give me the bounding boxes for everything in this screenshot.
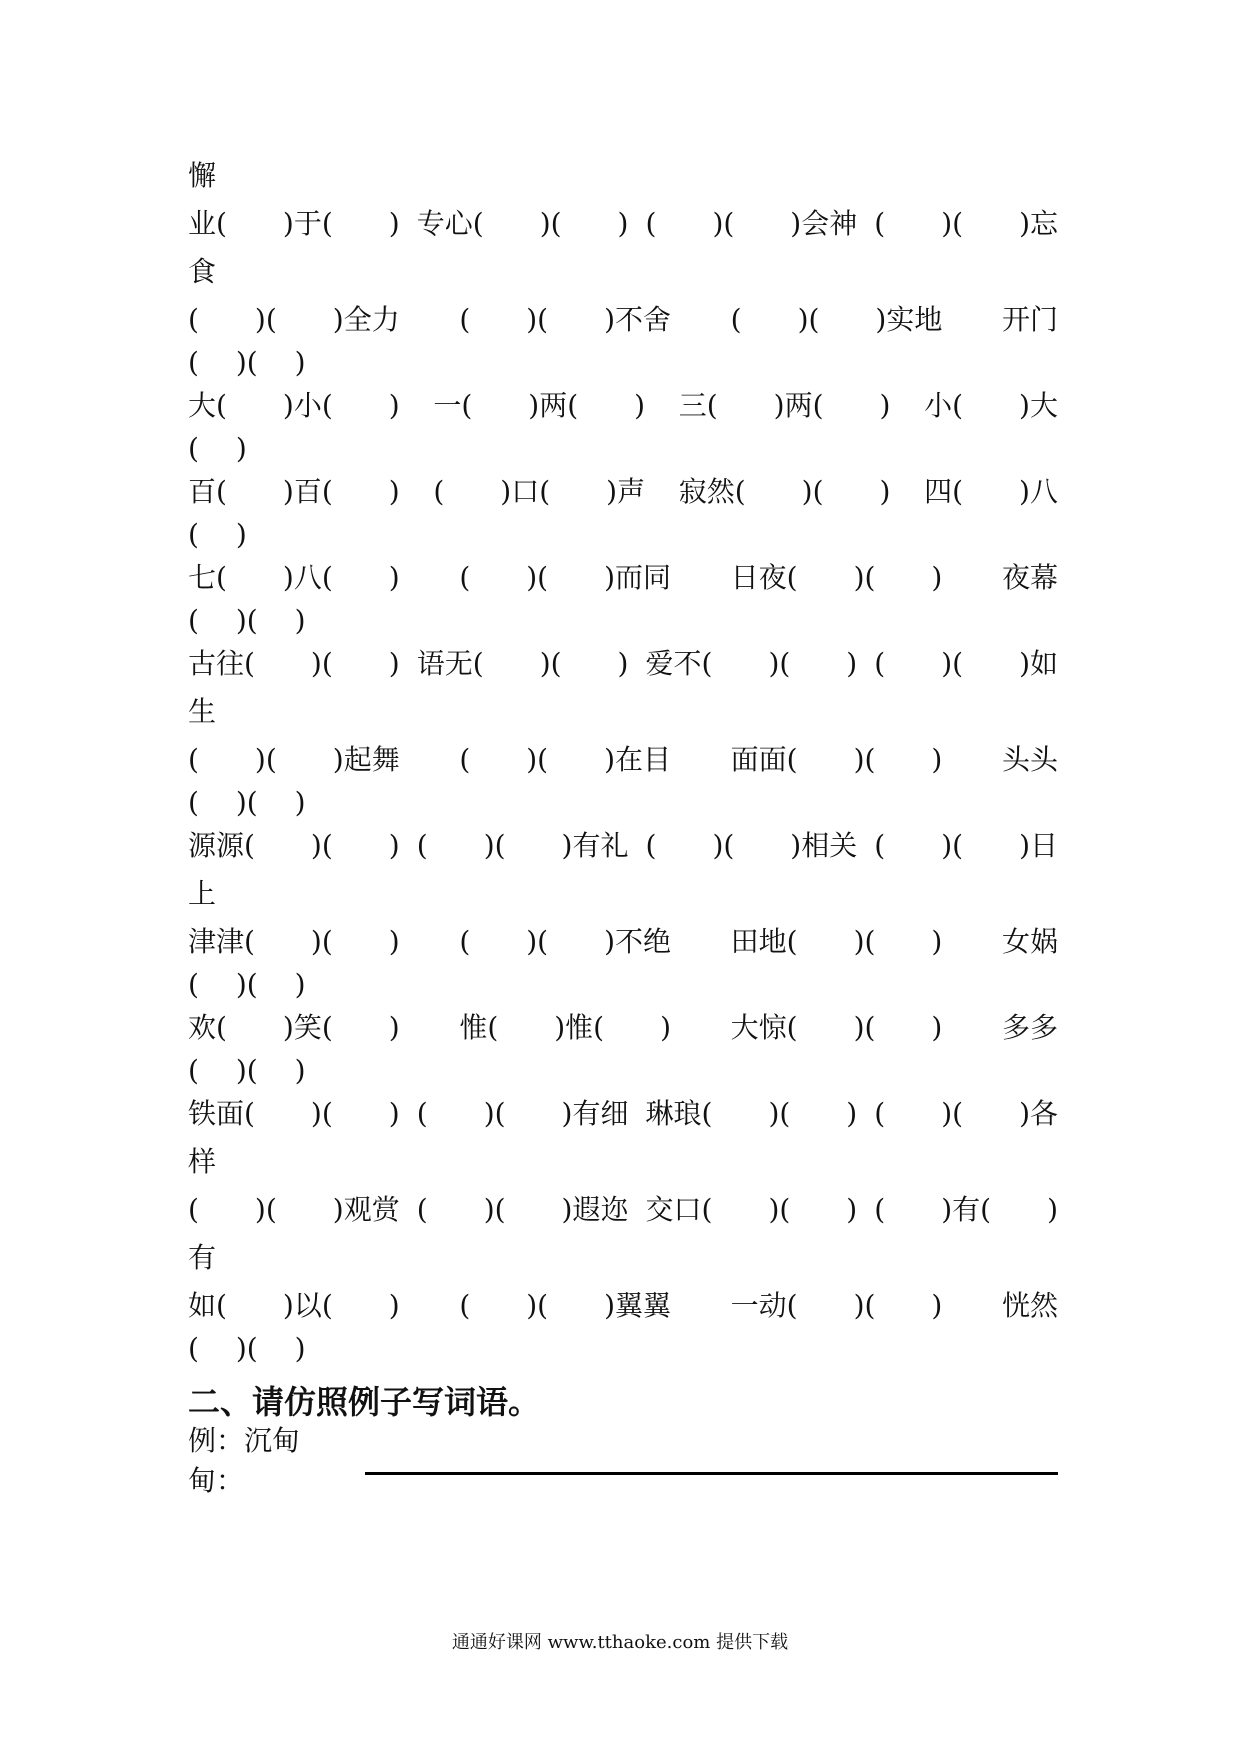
idiom-blank-item: 女娲	[1001, 925, 1058, 958]
idiom-blank-item: 交口( )( )	[645, 1193, 858, 1226]
wrap-text: ( )	[188, 432, 247, 465]
idiom-blank-item: 田地( )( )	[730, 925, 943, 958]
idiom-blank-item: ( )有( )	[874, 1193, 1058, 1226]
wrap-text: ( )( )	[188, 346, 306, 379]
idiom-row	[188, 916, 1058, 964]
idiom-blank-item: 日夜( )( )	[730, 561, 943, 594]
idiom-blank-item: 多多	[1001, 1011, 1058, 1044]
idiom-row	[188, 1088, 1058, 1136]
idiom-row-wrap	[188, 1050, 1058, 1088]
idiom-blank-item: 源源( )( )	[188, 829, 400, 862]
idiom-row-wrap	[188, 600, 1058, 638]
idiom-blank-item: 头头	[1001, 743, 1058, 776]
idiom-blank-item: ( )( )起舞	[188, 743, 400, 776]
idiom-blank-item: ( )( )不舍	[459, 303, 672, 336]
idiom-blank-item: ( )( )忘	[874, 207, 1058, 240]
idiom-blank-item: ( )( )如	[874, 647, 1058, 680]
idiom-blank-item: 业( )于( )	[188, 207, 400, 240]
idiom-blank-item: 大惊( )( )	[730, 1011, 943, 1044]
example-label: 例：沉甸甸：	[188, 1424, 301, 1497]
wrap-text: ( )( )	[188, 604, 306, 637]
idiom-blank-item: 一动( )( )	[730, 1289, 943, 1322]
idiom-row-wrap	[188, 1136, 1058, 1184]
idiom-row-wrap	[188, 514, 1058, 552]
idiom-row-wrap	[188, 964, 1058, 1002]
idiom-blank-item: 面面( )( )	[730, 743, 943, 776]
idiom-row	[188, 198, 1058, 246]
idiom-blank-item: ( )( )观赏	[188, 1193, 400, 1226]
idiom-blank-item: 古往( )( )	[188, 647, 400, 680]
idiom-row	[188, 552, 1058, 600]
idiom-row	[188, 1280, 1058, 1328]
idiom-blank-item: 爱不( )( )	[645, 647, 858, 680]
page-footer: 通通好课网 www.tthaoke.com 提供下载	[451, 1632, 789, 1653]
idiom-row-wrap	[188, 868, 1058, 916]
wrap-text: ( )( )	[188, 1054, 306, 1087]
idiom-row-wrap	[188, 686, 1058, 734]
idiom-row	[188, 734, 1058, 782]
idiom-row	[188, 638, 1058, 686]
section-2-heading: 二、请仿照例子写词语。	[188, 1383, 541, 1421]
idiom-blank-item: ( )( )日	[874, 829, 1058, 862]
idiom-blank-item: ( )( )有礼	[416, 829, 629, 862]
idiom-blank-item: 三( )两( )	[678, 389, 891, 422]
worksheet-body	[188, 150, 1058, 1497]
idiom-blank-item: ( )( )遐迩	[416, 1193, 629, 1226]
idiom-row-wrap	[188, 1328, 1058, 1366]
wrap-text: ( )	[188, 518, 247, 551]
fragment-text: 懈	[188, 159, 217, 192]
idiom-blank-item: 小( )大	[924, 389, 1058, 422]
idiom-row-wrap	[188, 428, 1058, 466]
idiom-row	[188, 1002, 1058, 1050]
idiom-blank-item: 语无( )( )	[416, 647, 629, 680]
idiom-row	[188, 466, 1058, 514]
idiom-blank-item: ( )( )翼翼	[459, 1289, 672, 1322]
idiom-row-wrap	[188, 1232, 1058, 1280]
idiom-row	[188, 380, 1058, 428]
wrap-text: 有	[188, 1241, 217, 1274]
idiom-blank-item: ( )( )在目	[459, 743, 672, 776]
wrap-text: ( )( )	[188, 786, 306, 819]
idiom-blank-item: 一( )两( )	[433, 389, 646, 422]
idiom-row	[188, 294, 1058, 342]
idiom-row-wrap	[188, 342, 1058, 380]
idiom-rows	[188, 198, 1058, 1366]
idiom-row-wrap	[188, 246, 1058, 294]
idiom-blank-item: 寂然( )( )	[678, 475, 891, 508]
example-row	[188, 1424, 1058, 1497]
idiom-blank-item: 欢( )笑( )	[188, 1011, 400, 1044]
idiom-blank-item: 七( )八( )	[188, 561, 400, 594]
idiom-blank-item: 夜幕	[1001, 561, 1058, 594]
idiom-blank-item: ( )( )相关	[645, 829, 858, 862]
wrap-text: 样	[188, 1145, 217, 1178]
idiom-blank-item: ( )( )有细	[416, 1097, 629, 1130]
idiom-blank-item: 专心( )( )	[416, 207, 629, 240]
answer-blank-line[interactable]	[365, 1472, 1058, 1475]
idiom-blank-item: 铁面( )( )	[188, 1097, 400, 1130]
idiom-blank-item: ( )( )各	[874, 1097, 1058, 1130]
wrap-text: ( )( )	[188, 1332, 306, 1365]
idiom-blank-item: 琳琅( )( )	[645, 1097, 858, 1130]
idiom-blank-item: 恍然	[1001, 1289, 1058, 1322]
idiom-row-wrap	[188, 782, 1058, 820]
wrap-text: ( )( )	[188, 968, 306, 1001]
wrap-text: 生	[188, 695, 217, 728]
idiom-blank-item: 四( )八	[924, 475, 1058, 508]
idiom-blank-item: 大( )小( )	[188, 389, 400, 422]
idiom-blank-item: 津津( )( )	[188, 925, 400, 958]
idiom-blank-item: ( )( )不绝	[459, 925, 672, 958]
idiom-blank-item: 惟( )惟( )	[459, 1011, 672, 1044]
wrap-text: 食	[188, 255, 217, 288]
wrap-text: 上	[188, 877, 217, 910]
top-fragment	[188, 150, 1058, 198]
idiom-blank-item: 开门	[1001, 303, 1058, 336]
idiom-row	[188, 1184, 1058, 1232]
idiom-blank-item: ( )( )全力	[188, 303, 400, 336]
idiom-blank-item: ( )( )会神	[645, 207, 858, 240]
idiom-row	[188, 820, 1058, 868]
idiom-blank-item: 如( )以( )	[188, 1289, 400, 1322]
idiom-blank-item: 百( )百( )	[188, 475, 400, 508]
idiom-blank-item: ( )口( )声	[433, 475, 646, 508]
idiom-blank-item: ( )( )实地	[730, 303, 943, 336]
idiom-blank-item: ( )( )而同	[459, 561, 672, 594]
